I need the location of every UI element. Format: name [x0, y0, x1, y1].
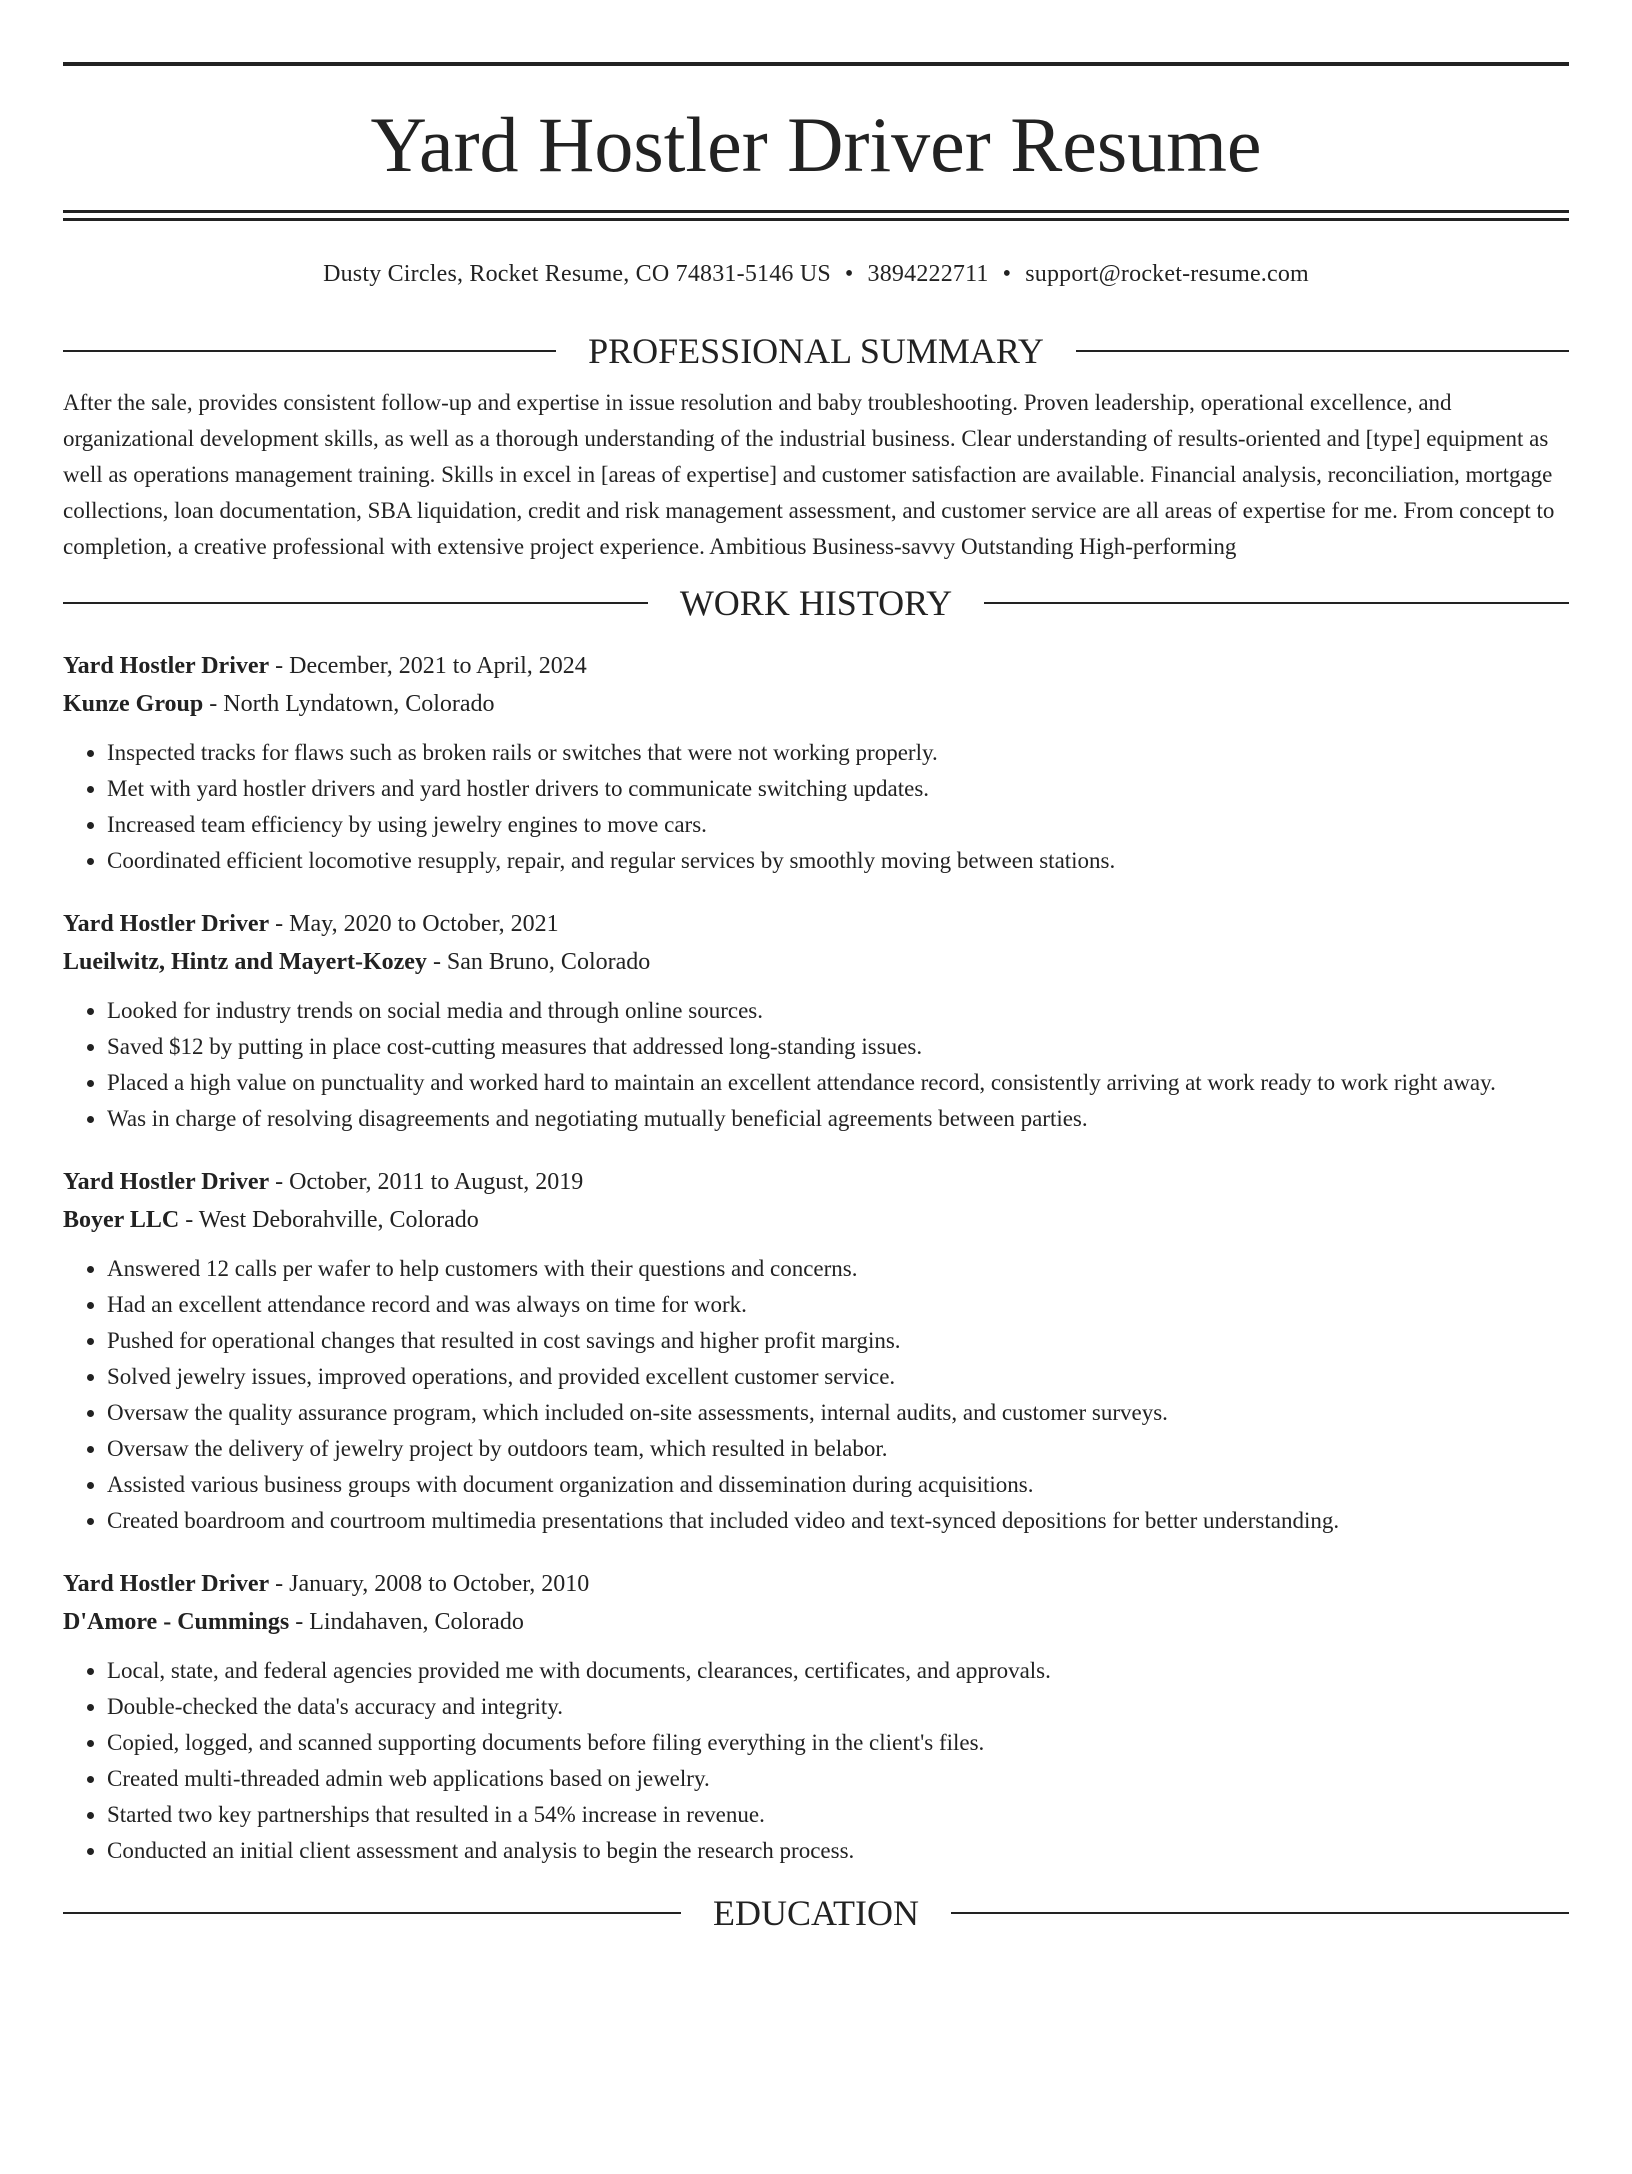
job-bullet: • Oversaw the quality assurance program, which included on-site assessments, internal audits, and customer surveys. [107, 1395, 1569, 1431]
job-bullet: • Had an excellent attendance record and was always on time for work. [107, 1287, 1569, 1323]
job-bullet: • Oversaw the delivery of jewelry project by outdoors team, which resulted in belabor. [107, 1431, 1569, 1467]
contact-line [63, 257, 1569, 291]
section-heading-summary [63, 329, 1569, 373]
heading-rule [984, 602, 1569, 604]
job-location: - West Deborahville, Colorado [179, 1207, 479, 1233]
job-list [63, 647, 1569, 1869]
job-company: Boyer LLC [63, 1207, 180, 1233]
job-bullet: • Placed a high value on punctuality and worked hard to maintain an excellent attendance record, consistently arriving at work ready to work right away. [107, 1065, 1569, 1101]
job-bullet: • Created boardroom and courtroom multimedia presentations that included video and text-synced depositions for better understanding. [107, 1503, 1569, 1539]
job-company-line [63, 685, 1569, 723]
job-bullet: • Met with yard hostler drivers and yard hostler drivers to communicate switching updates. [107, 771, 1569, 807]
job-company-line [63, 1201, 1569, 1239]
job-entry [63, 1163, 1569, 1539]
resume-title: Yard Hostler Driver Resume [370, 101, 1262, 188]
job-bullet: • Coordinated efficient locomotive resupply, repair, and regular services by smoothly moving between stations. [107, 843, 1569, 879]
job-title-line [63, 647, 1569, 685]
job-title-line [63, 905, 1569, 943]
job-company: Lueilwitz, Hintz and Mayert-Kozey [63, 949, 427, 975]
job-title-line [63, 1163, 1569, 1201]
heading-rule [1076, 350, 1569, 352]
contact-phone: 3894222711 [867, 261, 989, 287]
job-location: - North Lyndatown, Colorado [203, 691, 495, 717]
heading-rule [951, 1912, 1569, 1914]
section-title: WORK HISTORY [679, 583, 953, 623]
job-title: Yard Hostler Driver [63, 1169, 270, 1195]
contact-address: Dusty Circles, Rocket Resume, CO 74831-5146 US [323, 261, 831, 287]
job-bullets [63, 1251, 1569, 1539]
section-title: EDUCATION [713, 1893, 919, 1933]
job-location: - Lindahaven, Colorado [289, 1609, 524, 1635]
job-dates: - October, 2011 to August, 2019 [269, 1169, 584, 1195]
job-dates: - January, 2008 to October, 2010 [269, 1571, 590, 1597]
job-bullet: • Solved jewelry issues, improved operations, and provided excellent customer service. [107, 1359, 1569, 1395]
heading-rule [63, 1912, 681, 1914]
job-entry [63, 1565, 1569, 1869]
double-rule [63, 210, 1569, 221]
contact-separator: • [844, 261, 854, 287]
resume-page [0, 62, 1632, 2174]
job-company-line [63, 1603, 1569, 1641]
job-entry [63, 647, 1569, 879]
section-title: PROFESSIONAL SUMMARY [588, 331, 1044, 371]
heading-rule [63, 350, 556, 352]
job-entry [63, 905, 1569, 1137]
job-company: Kunze Group [63, 691, 204, 717]
job-bullet: • Was in charge of resolving disagreements and negotiating mutually beneficial agreements between parties. [107, 1101, 1569, 1137]
job-bullet: • Copied, logged, and scanned supporting documents before filing everything in the client's files. [107, 1725, 1569, 1761]
heading-rule [63, 602, 648, 604]
section-heading-work [63, 581, 1569, 625]
job-company: D'Amore - Cummings [63, 1609, 290, 1635]
job-bullets [63, 735, 1569, 879]
job-bullet: • Looked for industry trends on social media and through online sources. [107, 993, 1569, 1029]
contact-email: support@rocket-resume.com [1025, 261, 1309, 287]
job-bullet: • Local, state, and federal agencies provided me with documents, clearances, certificates, and approvals. [107, 1653, 1569, 1689]
job-company-line [63, 943, 1569, 981]
job-bullet: • Started two key partnerships that resulted in a 54% increase in revenue. [107, 1797, 1569, 1833]
job-title: Yard Hostler Driver [63, 1571, 270, 1597]
job-bullet: • Assisted various business groups with document organization and dissemination during acquisitions. [107, 1467, 1569, 1503]
job-bullet: • Pushed for operational changes that resulted in cost savings and higher profit margins. [107, 1323, 1569, 1359]
summary-text: After the sale, provides consistent follow-up and expertise in issue resolution and baby troubleshooting. Proven leadership, operational excellence, and organizational development skills, as well as a thorough understanding of the industrial business. Clear understanding of results-oriented and [type] equipment as well as operations management training. Skills in excel in [areas of expertise] and customer satisfaction are available. Financial analysis, reconciliation, mortgage collections, loan documentation, SBA liquidation, credit and risk management assessment, and customer service are all areas of expertise for me. From concept to completion, a creative professional with extensive project experience. Ambitious Business-savvy Outstanding High-performing [63, 390, 1555, 559]
job-title-line [63, 1565, 1569, 1603]
job-bullet: • Saved $12 by putting in place cost-cutting measures that addressed long-standing issues. [107, 1029, 1569, 1065]
job-bullet: • Increased team efficiency by using jewelry engines to move cars. [107, 807, 1569, 843]
top-rule [63, 62, 1569, 66]
job-bullet: • Conducted an initial client assessment and analysis to begin the research process. [107, 1833, 1569, 1869]
job-title: Yard Hostler Driver [63, 911, 270, 937]
job-bullet: • Inspected tracks for flaws such as broken rails or switches that were not working properly. [107, 735, 1569, 771]
job-bullet: • Answered 12 calls per wafer to help customers with their questions and concerns. [107, 1251, 1569, 1287]
job-bullet: • Created multi-threaded admin web applications based on jewelry. [107, 1761, 1569, 1797]
job-bullet: • Double-checked the data's accuracy and integrity. [107, 1689, 1569, 1725]
contact-separator: • [1002, 261, 1012, 287]
section-heading-education [63, 1891, 1569, 1935]
job-title: Yard Hostler Driver [63, 653, 270, 679]
job-dates: - December, 2021 to April, 2024 [269, 653, 587, 679]
job-location: - San Bruno, Colorado [426, 949, 651, 975]
job-bullets [63, 993, 1569, 1137]
job-bullets [63, 1653, 1569, 1869]
job-dates: - May, 2020 to October, 2021 [269, 911, 559, 937]
